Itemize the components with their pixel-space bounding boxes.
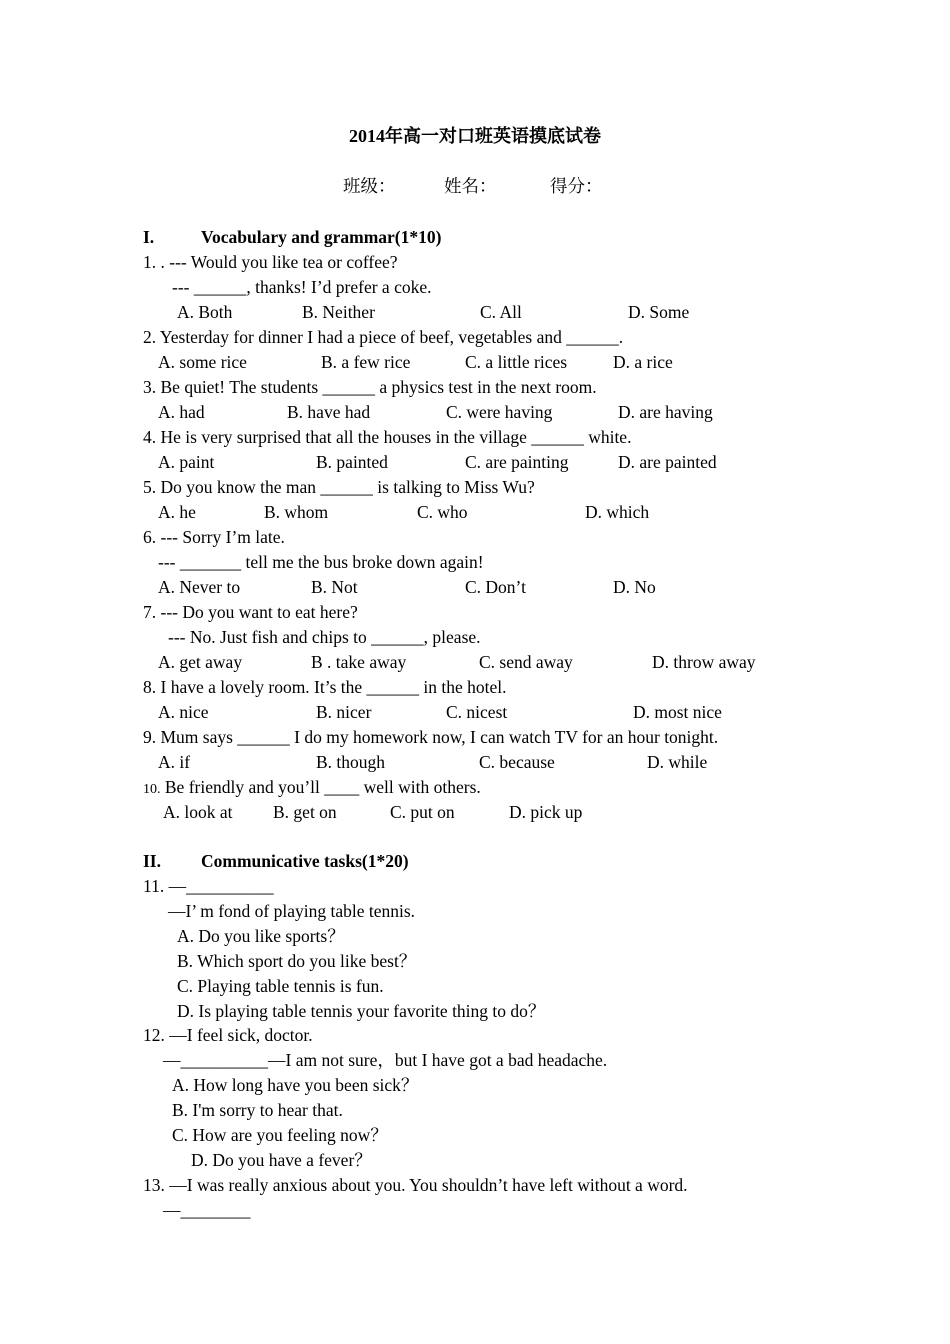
question-3-option-c: C. were having bbox=[446, 402, 553, 422]
question-6-option-d: D. No bbox=[613, 577, 656, 597]
question-11-stem: 11. —__________ bbox=[143, 876, 274, 896]
question-12-option-d: D. Do you have a fever？ bbox=[191, 1150, 372, 1170]
question-11-option-a: A. Do you like sports？ bbox=[177, 926, 345, 946]
question-10-option-d: D. pick up bbox=[509, 802, 583, 822]
question-12-option-c: C. How are you feeling now？ bbox=[172, 1125, 388, 1145]
question-3-option-b: B. have had bbox=[287, 402, 371, 422]
question-4-option-a: A. paint bbox=[158, 452, 215, 472]
question-11-reply: —I’ m fond of playing table tennis. bbox=[168, 901, 416, 921]
class-label: 班级： bbox=[343, 176, 396, 196]
question-8-option-d: D. most nice bbox=[633, 702, 722, 722]
question-2-option-d: D. a rice bbox=[613, 352, 673, 372]
question-6-option-b: B. Not bbox=[311, 577, 358, 597]
question-4-stem: 4. He is very surprised that all the houses in the village ______ white. bbox=[143, 427, 632, 447]
question-7-option-b: B . take away bbox=[311, 652, 407, 672]
question-5-option-a: A. he bbox=[158, 502, 196, 522]
question-9-option-d: D. while bbox=[647, 752, 708, 772]
question-3-stem: 3. Be quiet! The students ______ a physics test in the next room. bbox=[143, 377, 597, 397]
name-label: 姓名： bbox=[444, 176, 497, 196]
question-5-option-d: D. which bbox=[585, 502, 650, 522]
question-7-option-a: A. get away bbox=[158, 652, 243, 672]
question-7-reply: --- No. Just fish and chips to ______, please. bbox=[168, 627, 481, 647]
section-2-number: II. bbox=[143, 851, 161, 871]
page-title: 2014年高一对口班英语摸底试卷 bbox=[349, 126, 601, 146]
question-10-option-b: B. get on bbox=[273, 802, 337, 822]
question-7-option-d: D. throw away bbox=[652, 652, 756, 672]
question-10-number: 10. bbox=[143, 782, 161, 797]
question-5-stem: 5. Do you know the man ______ is talking to Miss Wu? bbox=[143, 477, 535, 497]
question-2-option-c: C. a little rices bbox=[465, 352, 568, 372]
question-6-option-c: C. Don’t bbox=[465, 577, 526, 597]
question-1-stem: 1. . --- Would you like tea or coffee? bbox=[143, 252, 398, 272]
question-6-reply: --- _______ tell me the bus broke down again! bbox=[158, 552, 484, 572]
question-5-option-c: C. who bbox=[417, 502, 468, 522]
question-1-option-b: B. Neither bbox=[302, 302, 375, 322]
question-10-option-a: A. look at bbox=[163, 802, 233, 822]
question-10-text: Be friendly and you’ll ____ well with others. bbox=[160, 777, 481, 797]
question-8-stem: 8. I have a lovely room. It’s the ______ in the hotel. bbox=[143, 677, 507, 697]
question-11-option-c: C. Playing table tennis is fun. bbox=[177, 976, 384, 996]
question-5-option-b: B. whom bbox=[264, 502, 329, 522]
question-9-option-b: B. though bbox=[316, 752, 386, 772]
question-3-option-a: A. had bbox=[158, 402, 205, 422]
question-12-option-a: A. How long have you been sick？ bbox=[172, 1075, 419, 1095]
question-8-option-c: C. nicest bbox=[446, 702, 508, 722]
question-2-option-a: A. some rice bbox=[158, 352, 247, 372]
question-10-option-c: C. put on bbox=[390, 802, 455, 822]
question-11-option-b: B. Which sport do you like best？ bbox=[177, 951, 417, 971]
question-9-option-a: A. if bbox=[158, 752, 191, 772]
question-9-stem: 9. Mum says ______ I do my homework now, I can watch TV for an hour tonight. bbox=[143, 727, 719, 747]
question-8-option-b: B. nicer bbox=[316, 702, 372, 722]
question-1-option-d: D. Some bbox=[628, 302, 690, 322]
question-1-option-c: C. All bbox=[480, 302, 522, 322]
question-4-option-d: D. are painted bbox=[618, 452, 717, 472]
question-2-stem: 2. Yesterday for dinner I had a piece of beef, vegetables and ______. bbox=[143, 327, 624, 347]
section-1-title: Vocabulary and grammar(1*10) bbox=[201, 227, 442, 247]
question-11-option-d: D. Is playing table tennis your favorite thing to do？ bbox=[177, 1001, 546, 1021]
question-1-option-a: A. Both bbox=[177, 302, 233, 322]
question-13-reply: —________ bbox=[163, 1200, 251, 1220]
question-13-stem: 13. —I was really anxious about you. You shouldn’t have left without a word. bbox=[143, 1175, 688, 1195]
question-7-stem: 7. --- Do you want to eat here? bbox=[143, 602, 358, 622]
question-12-option-b: B. I'm sorry to hear that. bbox=[172, 1100, 343, 1120]
section-2-title: Communicative tasks(1*20) bbox=[201, 851, 409, 871]
question-3-option-d: D. are having bbox=[618, 402, 713, 422]
question-1-reply: --- ______, thanks! I’d prefer a coke. bbox=[172, 277, 432, 297]
question-12-reply: —__________—I am not sure，but I have got a bad headache. bbox=[163, 1050, 608, 1070]
question-10-stem bbox=[143, 776, 481, 801]
question-2-option-b: B. a few rice bbox=[321, 352, 411, 372]
score-label: 得分： bbox=[550, 176, 603, 196]
section-1-number: I. bbox=[143, 227, 155, 247]
question-12-stem: 12. —I feel sick, doctor. bbox=[143, 1025, 313, 1045]
question-4-option-c: C. are painting bbox=[465, 452, 569, 472]
question-8-option-a: A. nice bbox=[158, 702, 209, 722]
question-9-option-c: C. because bbox=[479, 752, 555, 772]
question-6-stem: 6. --- Sorry I’m late. bbox=[143, 527, 285, 547]
question-6-option-a: A. Never to bbox=[158, 577, 241, 597]
question-7-option-c: C. send away bbox=[479, 652, 573, 672]
question-4-option-b: B. painted bbox=[316, 452, 388, 472]
